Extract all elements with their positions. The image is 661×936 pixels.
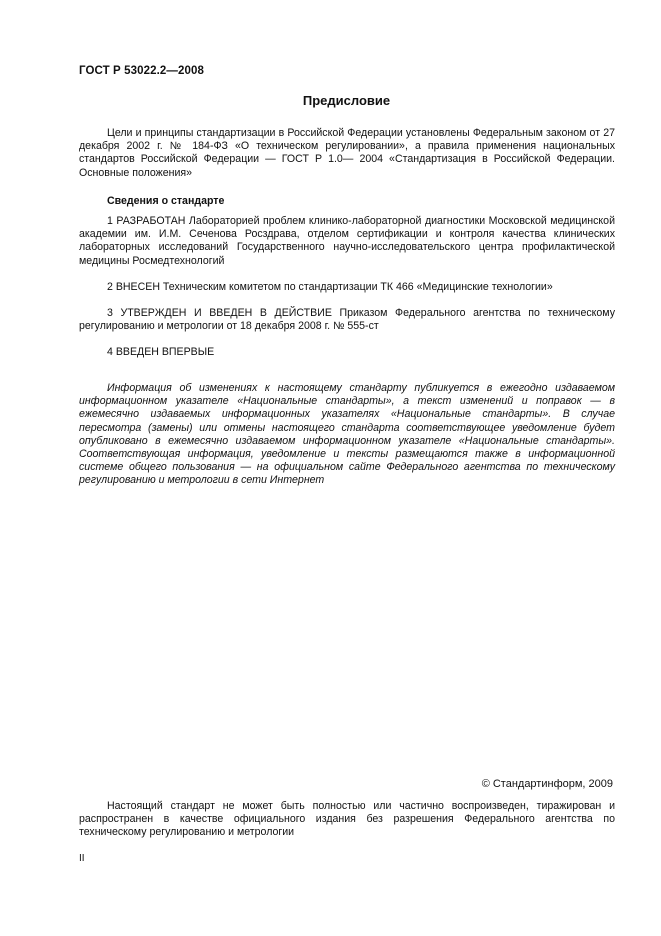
item-first-introduced: 4 ВВЕДЕН ВПЕРВЫЕ <box>107 346 215 358</box>
standard-code: ГОСТ Р 53022.2—2008 <box>79 65 204 77</box>
page-number: II <box>79 853 85 864</box>
reproduction-notice: Настоящий стандарт не может быть полностью или частично воспроизведен, тиражирован и распространен в качестве официального издания без разрешения Федерального агентства по техническому регулированию и метрологии <box>79 800 615 839</box>
item-approved: 3 УТВЕРЖДЕН И ВВЕДЕН В ДЕЙСТВИЕ Приказом Федерального агентства по техническому регулированию и метрологии от 18 декабря 2008 г. № 555-ст <box>79 307 615 333</box>
page-title: Предисловие <box>302 93 391 108</box>
item-developed: 1 РАЗРАБОТАН Лабораторией проблем клинико-лабораторной диагностики Московской медицинской академии им. И.М. Сеченова Росздрава, отделом сертификации и контроля качества клинических лабораторных исследований Государственного научно-исследовательского центра профилактической медицины Росмедтехнологий <box>79 215 615 267</box>
copyright: © Стандартинформ, 2009 <box>481 778 613 790</box>
changes-info-notice: Информация об изменениях к настоящему стандарту публикуется в ежегодно издаваемом информационном указателе «Национальные стандарты», а текст изменений и поправок — в ежемесячно издаваемых информационных указателях «Национальные стандарты». В случае пересмотра (замены) или отмены настоящего стандарта соответствующее уведомление будет опубликовано в ежемесячно издаваемом информационном указателе «Национальные стандарты». Соответствующая информация, уведомление и тексты размещаются также в информационной системе общего пользования — на официальном сайте Федерального агентства по техническому регулированию и метрологии в сети Интернет <box>79 382 615 487</box>
item-introduced: 2 ВНЕСЕН Техническим комитетом по стандартизации ТК 466 «Медицинские технологии» <box>107 281 553 293</box>
about-standard-heading: Сведения о стандарте <box>107 195 225 207</box>
intro-paragraph: Цели и принципы стандартизации в Российской Федерации установлены Федеральным законом от 27 декабря 2002 г. № 184-ФЗ «О техническом регулировании», а правила применения национальных стандартов Российской Федерации — ГОСТ Р 1.0— 2004 «Стандартизация в Российской Федерации. Основные положения» <box>79 127 615 179</box>
